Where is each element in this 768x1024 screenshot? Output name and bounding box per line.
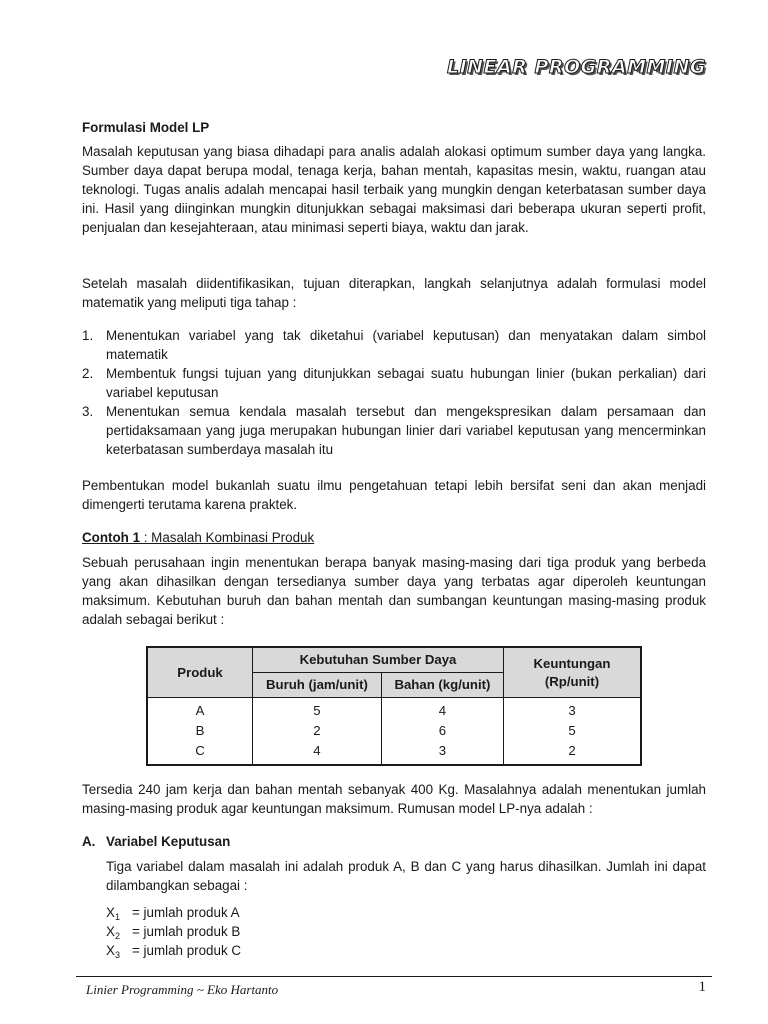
footer-divider [76,976,712,977]
header-keuntungan-line2: (Rp/unit) [544,673,600,689]
cell-bahan: 6 [381,721,503,741]
example-paragraph: Sebuah perusahaan ingin menentukan berapa banyak masing-masing dari tiga produk yang berbeda yang akan dihasilkan dengan tersedianya sumber daya yang terbatas agar diperoleh keuntungan maksimum. Kebutuhan buruh dan bahan mentah dan sumbangan keuntungan masing-masing produk adalah sebagai berikut : [82,555,706,627]
page-number: 1 [698,979,706,995]
cell-keuntungan: 2 [504,741,642,765]
variable-symbol: $X_3$ [106,943,120,960]
variable-row [106,903,241,922]
variable-row [106,941,241,960]
cell-buruh: 5 [253,698,382,722]
list-item [82,364,706,402]
table-row [147,721,641,741]
subsection-heading [82,832,230,851]
header-bahan: Bahan (kg/unit) [381,673,503,698]
header-keuntungan-line1: Keuntungan [533,655,611,671]
variable-definitions [106,903,241,960]
variable-definition: = jumlah produk C [132,943,242,958]
variable-row [106,922,241,941]
cell-buruh: 2 [253,721,382,741]
example-title: : Masalah Kombinasi Produk [140,530,315,545]
cell-produk: A [147,698,253,722]
variable-definition: = jumlah produk B [132,924,241,939]
intro-paragraph: Masalah keputusan yang biasa dihadapi para analis adalah alokasi optimum sumber daya yang langka. Sumber daya dapat berupa modal, tenaga kerja, bahan mentah, kapasitas mesin, waktu, ruangan atau teknologi. Tugas analis adalah mencapai hasil terbaik yang mungkin dengan keterbatasan sumber daya ini. Hasil yang diinginkan mungkin ditunjukkan sebagai maksimasi dari beberapa ukuran seperti profit, penjualan dan kesejahteraan, atau minimasi seperti biaya, waktu dan jarak. [82,144,706,235]
after-table-paragraph: Tersedia 240 jam kerja dan bahan mentah sebanyak 400 Kg. Masalahnya adalah menentukan jumlah masing-masing produk agar keuntungan maksimum. Rumusan model LP-nya adalah : [82,782,706,816]
footer-author: Linier Programming ~ Eko Hartanto [86,982,279,997]
table-row [147,698,641,722]
table-row [147,741,641,765]
cell-buruh: 4 [253,741,382,765]
cell-produk: C [147,741,253,765]
cell-bahan: 3 [381,741,503,765]
section-heading: Formulasi Model LP [82,120,210,135]
model-art-paragraph: Pembentukan model bukanlah suatu ilmu pengetahuan tetapi lebih bersifat seni dan akan menjadi dimengerti terutama karena praktek. [82,478,706,512]
cell-keuntungan: 5 [504,721,642,741]
resource-table [146,646,642,766]
variable-definition: = jumlah produk A [132,905,240,920]
cell-keuntungan: 3 [504,698,642,722]
example-label: Contoh 1 [82,530,141,545]
cell-produk: B [147,721,253,741]
subsection-title: Variabel Keputusan [106,834,231,849]
list-item-number: 3. [82,404,94,419]
list-item-text: Menentukan variabel yang tak diketahui (variabel keputusan) dan menyatakan dalam simbol matematik [106,328,706,362]
header-kebutuhan: Kebutuhan Sumber Daya [253,647,504,673]
header-produk: Produk [147,647,253,698]
header-buruh: Buruh (jam/unit) [253,673,382,698]
example-heading [82,528,314,547]
variables-paragraph: Tiga variabel dalam masalah ini adalah produk A, B dan C yang harus dihasilkan. Jumlah ini dapat dilambangkan sebagai : [106,859,706,893]
cell-bahan: 4 [381,698,503,722]
list-item-number: 2. [82,366,94,381]
document-header-title: LINEAR PROGRAMMING [446,56,706,78]
subsection-letter: A. [82,834,96,849]
formulation-paragraph: Setelah masalah diidentifikasikan, tujuan diterapkan, langkah selanjutnya adalah formulasi model matematik yang meliputi tiga tahap : [82,276,706,310]
formulation-steps-list [82,326,706,459]
list-item [82,326,706,364]
variable-symbol: $X_2$ [106,924,120,941]
list-item-text: Membentuk fungsi tujuan yang ditunjukkan sebagai suatu hubungan linier (bukan perkalian) dari variabel keputusan [106,366,706,400]
list-item-number: 1. [82,328,94,343]
variable-symbol: $X_1$ [106,905,120,922]
list-item-text: Menentukan semua kendala masalah tersebut dan mengekspresikan dalam persamaan dan pertidaksamaan yang juga merupakan hubungan linier dari variabel keputusan yang mencerminkan keterbatasan sumberdaya masalah itu [106,404,706,457]
header-keuntungan [504,647,642,698]
list-item [82,402,706,459]
